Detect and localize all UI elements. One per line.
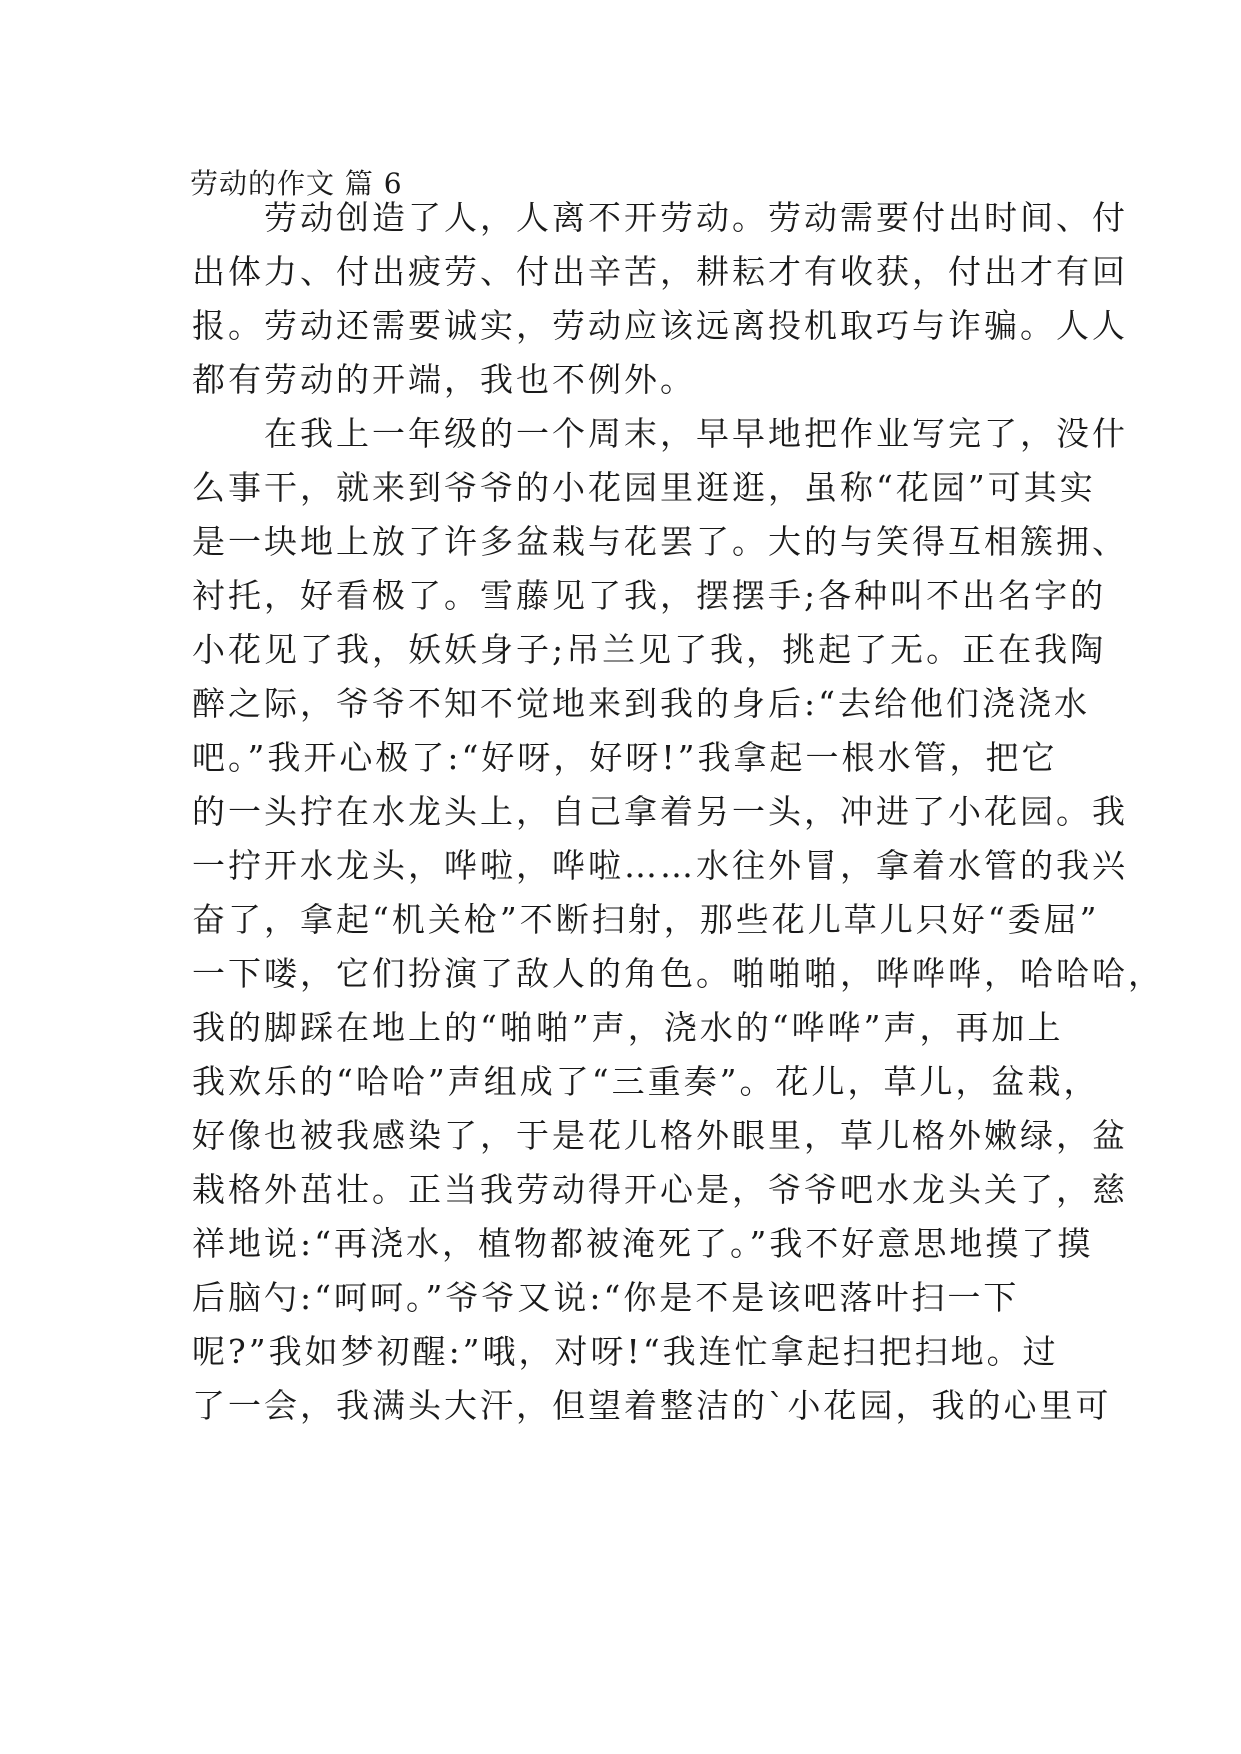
text-line: 后脑勺:“呵呵。”爷爷又说:“你是不是该吧落叶扫一下 <box>192 1278 1020 1317</box>
text-line: 衬托，好看极了。雪藤见了我，摆摆手;各种叫不出名字的 <box>192 576 1107 615</box>
text-line: 祥地说:“再浇水，植物都被淹死了。”我不好意思地摸了摸 <box>192 1224 1094 1263</box>
text-line: 么事干，就来到爷爷的小花园里逛逛，虽称“花园”可其实 <box>192 468 1096 507</box>
text-line: 报。劳动还需要诚实，劳动应该远离投机取巧与诈骗。人人 <box>192 306 1128 345</box>
text-line: 呢?”我如梦初醒:”哦，对呀!“我连忙拿起扫把扫地。过 <box>192 1332 1059 1371</box>
text-line: 是一块地上放了许多盆栽与花罢了。大的与笑得互相簇拥、 <box>192 522 1128 561</box>
text-line: 小花见了我，妖妖身子;吊兰见了我，挑起了无。正在我陶 <box>192 630 1107 669</box>
text-line: 栽格外茁壮。正当我劳动得开心是，爷爷吧水龙头关了，慈 <box>192 1170 1128 1209</box>
text-line: 好像也被我感染了，于是花儿格外眼里，草儿格外嫩绿，盆 <box>192 1116 1128 1155</box>
text-line: 我的脚踩在地上的“啪啪”声，浇水的“哗哗”声，再加上 <box>192 1008 1064 1047</box>
text-line: 劳动创造了人，人离不开劳动。劳动需要付出时间、付 <box>192 198 1128 237</box>
text-line: 了一会，我满头大汗，但望着整洁的`小花园，我的心里可 <box>192 1386 1112 1425</box>
text-line: 在我上一年级的一个周末，早早地把作业写完了，没什 <box>192 414 1128 453</box>
text-line: 的一头拧在水龙头上，自己拿着另一头，冲进了小花园。我 <box>192 792 1128 831</box>
text-line: 都有劳动的开端，我也不例外。 <box>192 360 696 399</box>
text-line: 一下喽，它们扮演了敌人的角色。啪啪啪，哗哗哗，哈哈哈， <box>192 954 1164 993</box>
text-line: 奋了，拿起“机关枪”不断扫射，那些花儿草儿只好“委屈” <box>192 900 1100 939</box>
document-title: 劳动的作文 篇 6 <box>190 167 403 200</box>
text-line: 出体力、付出疲劳、付出辛苦，耕耘才有收获，付出才有回 <box>192 252 1128 291</box>
text-line: 醉之际，爷爷不知不觉地来到我的身后:“去给他们浇浇水 <box>192 684 1090 723</box>
text-line: 一拧开水龙头，哗啦，哗啦……水往外冒，拿着水管的我兴 <box>192 846 1128 885</box>
text-line: 我欢乐的“哈哈”声组成了“三重奏”。花儿，草儿，盆栽， <box>192 1062 1100 1101</box>
text-line: 吧。”我开心极了:“好呀，好呀!”我拿起一根水管，把它 <box>192 738 1058 777</box>
